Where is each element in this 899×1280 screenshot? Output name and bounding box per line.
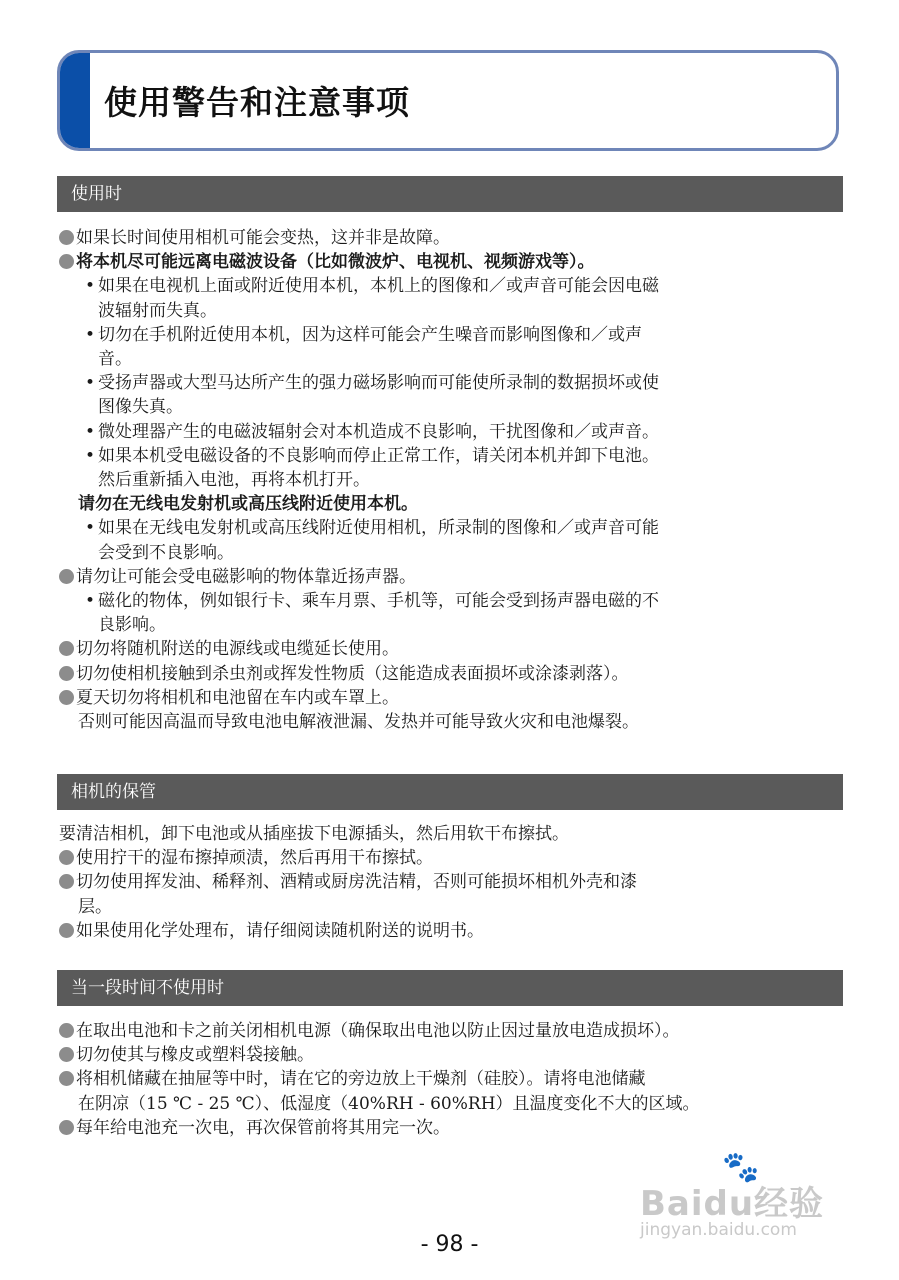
- text-line: [98, 542, 234, 564]
- line-text: 切勿将随机附送的电源线或电缆延长使用。: [76, 639, 399, 660]
- bullet-dot-icon: [59, 569, 74, 584]
- text-line: [59, 1020, 680, 1042]
- line-text: 如果在电视机上面或附近使用本机，本机上的图像和／或声音可能会因电磁: [98, 276, 660, 297]
- line-text: 请勿让可能会受电磁影响的物体靠近扬声器。: [76, 566, 416, 587]
- line-text: 然后重新插入电池，再将本机打开。: [98, 470, 370, 490]
- line-text: 切勿使用挥发油、稀释剂、酒精或厨房洗洁精，否则可能损坏相机外壳和漆: [76, 872, 637, 893]
- page-title-box: [57, 50, 839, 151]
- section-header: 相机的保管: [57, 774, 843, 810]
- line-text: 使用拧干的湿布擦掉顽渍，然后再用干布擦拭。: [76, 848, 433, 869]
- line-text: 切勿在手机附近使用本机，因为这样可能会产生噪音而影响图像和／或声: [98, 324, 643, 345]
- line-text: 层。: [78, 896, 112, 917]
- line-text: 如果长时间使用相机可能会变热，这并非是故障。: [76, 228, 450, 248]
- line-text: 良影响。: [98, 615, 166, 636]
- text-line: [59, 251, 595, 273]
- line-text: 在取出电池和卡之前关闭相机电源（确保取出电池以防止因过量放电造成损坏）。: [76, 1021, 680, 1041]
- text-line: [59, 566, 416, 588]
- text-line: [85, 517, 659, 539]
- sub-bullet-icon: •: [85, 518, 96, 539]
- sub-bullet-icon: •: [85, 421, 96, 442]
- line-text: 磁化的物体，例如银行卡、乘车月票、手机等，可能会受到扬声器电磁的不: [98, 591, 660, 611]
- bullet-dot-icon: [59, 850, 74, 865]
- line-text: 波辐射而失真。: [98, 300, 217, 321]
- watermark-url: jingyan.baidu.com: [640, 1220, 797, 1240]
- text-line: [59, 663, 629, 685]
- text-line: [59, 687, 399, 709]
- bullet-dot-icon: [59, 641, 74, 656]
- sub-bullet-icon: •: [85, 373, 96, 394]
- text-line: [59, 638, 399, 660]
- bullet-dot-icon: [59, 874, 74, 889]
- baidu-watermark: [640, 1150, 840, 1245]
- text-line: [78, 896, 112, 918]
- text-line: [98, 469, 370, 491]
- line-text: 将相机储藏在抽屉等中时，请在它的旁边放上干燥剂（硅胶）。请将电池储藏: [76, 1069, 646, 1090]
- sub-bullet-icon: •: [85, 445, 96, 466]
- sub-bullet-icon: •: [85, 276, 96, 297]
- line-text: 会受到不良影响。: [98, 542, 234, 563]
- line-text: 在阴凉（15 ℃ - 25 ℃）、低湿度（40%RH - 60%RH）且温度变化不大的区域。: [78, 1093, 700, 1114]
- line-text: 切勿使相机接触到杀虫剂或挥发性物质（这能造成表面损坏或涂漆剥落）。: [76, 663, 629, 684]
- line-text: 如果在无线电发射机或高压线附近使用相机，所录制的图像和／或声音可能: [98, 518, 660, 539]
- line-text: 音。: [98, 349, 132, 369]
- title-accent-bar: [60, 53, 90, 148]
- text-line: [85, 324, 642, 346]
- line-text: 如果本机受电磁设备的不良影响而停止正常工作，请关闭本机并卸下电池。: [98, 445, 660, 466]
- watermark-brand: Baidu经验: [640, 1184, 825, 1224]
- text-line: [98, 614, 166, 636]
- bullet-dot-icon: [59, 666, 74, 681]
- page-title: 使用警告和注意事项: [104, 83, 410, 122]
- line-text: 微处理器产生的电磁波辐射会对本机造成不良影响，干扰图像和／或声音。: [98, 421, 660, 442]
- paw-logo-icon: 🐾: [722, 1150, 760, 1185]
- text-line: [59, 1117, 450, 1139]
- text-line: [85, 590, 659, 612]
- line-text: 将本机尽可能远离电磁波设备（比如微波炉、电视机、视频游戏等）。: [76, 252, 595, 273]
- text-line: [59, 823, 569, 845]
- sub-bullet-icon: •: [85, 591, 96, 611]
- text-line: [78, 1093, 700, 1115]
- text-line: [98, 396, 183, 418]
- bullet-dot-icon: [59, 1047, 74, 1062]
- text-line: [98, 300, 217, 322]
- text-line: [59, 1044, 314, 1066]
- line-text: 请勿在无线电发射机或高压线附近使用本机。: [78, 494, 418, 515]
- text-line: [85, 445, 659, 467]
- text-line: [85, 421, 659, 443]
- text-line: [78, 493, 418, 515]
- bullet-dot-icon: [59, 690, 74, 705]
- bullet-dot-icon: [59, 1023, 74, 1038]
- line-text: 夏天切勿将相机和电池留在车内或车罩上。: [76, 687, 399, 708]
- section-header: 使用时: [57, 176, 843, 212]
- text-line: [59, 871, 637, 893]
- line-text: 受扬声器或大型马达所产生的强力磁场影响而可能使所录制的数据损坏或使: [98, 373, 660, 394]
- line-text: 每年给电池充一次电，再次保管前将其用完一次。: [76, 1117, 450, 1138]
- line-text: 切勿使其与橡皮或塑料袋接触。: [76, 1045, 314, 1066]
- sub-bullet-icon: •: [85, 324, 96, 345]
- line-text: 如果使用化学处理布，请仔细阅读随机附送的说明书。: [76, 920, 484, 941]
- text-line: [59, 847, 433, 869]
- text-line: [59, 1068, 646, 1090]
- bullet-dot-icon: [59, 1120, 74, 1135]
- line-text: 图像失真。: [98, 397, 183, 418]
- line-text: 要清洁相机，卸下电池或从插座拔下电源插头，然后用软干布擦拭。: [59, 824, 569, 844]
- bullet-dot-icon: [59, 923, 74, 938]
- section-header: 当一段时间不使用时: [57, 970, 843, 1006]
- text-line: [78, 711, 639, 733]
- bullet-dot-icon: [59, 254, 74, 269]
- text-line: [85, 372, 659, 394]
- text-line: [98, 348, 132, 370]
- text-line: [59, 920, 484, 942]
- bullet-dot-icon: [59, 1071, 74, 1086]
- text-line: [59, 227, 450, 249]
- text-line: [85, 275, 659, 297]
- bullet-dot-icon: [59, 230, 74, 245]
- page-number: - 98 -: [420, 1232, 479, 1257]
- line-text: 否则可能因高温而导致电池电解液泄漏、发热并可能导致火灾和电池爆裂。: [78, 712, 639, 732]
